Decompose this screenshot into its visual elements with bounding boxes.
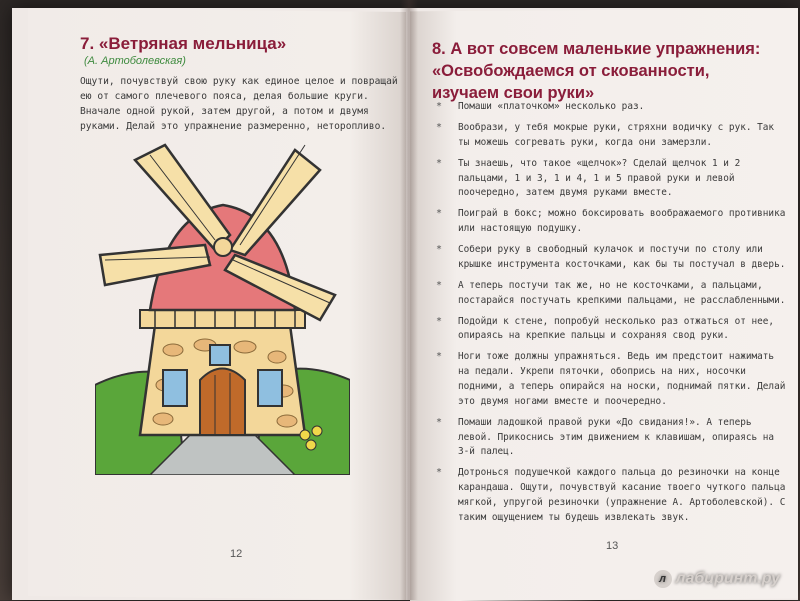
bullet-icon: * xyxy=(436,315,443,327)
list-item: * Помаши «платочком» несколько раз. xyxy=(430,100,790,115)
bullet-icon: * xyxy=(436,416,443,428)
left-heading: 7. «Ветряная мельница» xyxy=(80,34,287,53)
bullet-icon: * xyxy=(436,279,443,291)
left-paragraph: Ощути, почувствуй свою руку как единое целое и повращай ею от самого плечевого пояса, делая большие круги. Вначале одной рукой, затем другой, а потом и двумя руками. Делай это упражнение размеренно, неторопливо. xyxy=(80,76,398,132)
list-item: * Собери руку в свободный кулачок и постучи по столу или крышке инструмента косточками, как бы ты постучал в дверь. xyxy=(436,244,786,270)
list-item: * Помаши ладошкой правой руки «До свидания!». А теперь левой. Прикоснись этим движением к клавишам, опираясь на 3-й палец. xyxy=(436,416,775,458)
list-item: * Поиграй в бокс; можно боксировать воображаемого противника или настоящую подушку. xyxy=(436,208,786,235)
list-item: * Вообрази, у тебя мокрые руки, стряхни водичку с рук. Так ты можешь согревать руки, когда они замерзли. xyxy=(436,121,775,148)
bullet-icon: * xyxy=(436,208,443,220)
right-heading-line1: 8. А вот совсем маленькие упражнения: xyxy=(432,40,761,58)
list-item: * Дотронься подушечкой каждого пальца до резиночки на конце карандаша. Ощути, почувствуй касание твоего чуткого пальца мягкой, упругой резиночки (упражнение А. Артоболевской). С таким ощущением ты будешь извлекать звук. xyxy=(436,467,786,523)
bullet-icon: * xyxy=(436,121,443,133)
exercise-list xyxy=(430,100,790,532)
list-item: * Подойди к стене, попробуй несколько раз отжаться от нее, опираясь на крепкие пальцы и сохраняя свод руки. xyxy=(436,315,775,342)
bullet-icon: * xyxy=(436,157,443,169)
right-heading-line3: изучаем свои руки» xyxy=(432,84,595,102)
book-spine xyxy=(400,0,418,600)
bullet-icon: * xyxy=(436,467,443,479)
list-item: * Ты знаешь, что такое «щелчок»? Сделай щелчок 1 и 2 пальцами, 1 и 3, 1 и 4, 1 и 5 правой руки и левой поочередно, затем двумя руками вместе. xyxy=(436,157,741,199)
right-heading xyxy=(432,38,782,104)
right-page-number: 13 xyxy=(606,540,619,552)
labirint-logo-icon: л xyxy=(654,570,672,588)
windmill-illustration xyxy=(95,135,350,475)
watermark xyxy=(654,570,780,588)
bullet-icon: * xyxy=(436,101,443,112)
watermark-text: лабиринт.ру xyxy=(675,570,780,587)
bullet-icon: * xyxy=(436,351,443,363)
bullet-icon: * xyxy=(436,244,443,256)
right-heading-line2: «Освобождаемся от скованности, xyxy=(432,62,710,80)
left-author: (А. Артоболевская) xyxy=(84,55,186,67)
left-page-number: 12 xyxy=(230,548,243,560)
list-item: * Ноги тоже должны упражняться. Ведь им предстоит нажимать на педали. Укрепи пяточки, обопрись на них, носочки подними, а теперь опирайся на носки, поднимай пятки. Делай это двумя ногами вместе и поочередно. xyxy=(436,351,786,407)
list-item: * А теперь постучи так же, но не косточками, а пальцами, постарайся постучать крепкими пальцами, не расслабленными. xyxy=(436,279,786,306)
